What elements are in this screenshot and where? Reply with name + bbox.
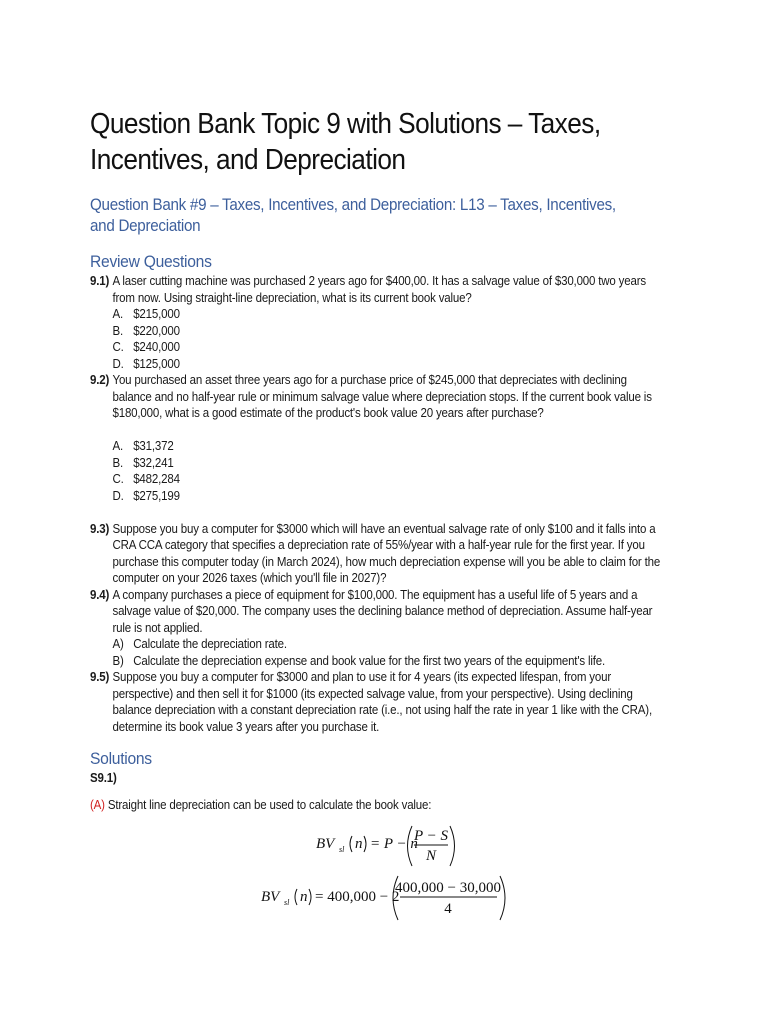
option-label: A): [112, 636, 124, 651]
eq-subscript: sl: [339, 845, 345, 854]
option-label: B): [112, 652, 124, 668]
question-9-4: [90, 587, 666, 637]
equation-straight-line-general: [300, 820, 480, 868]
option-item: [90, 356, 666, 373]
question-9-3: [90, 521, 666, 587]
solution-number: S9.1): [90, 770, 117, 785]
solution-9-1-label: [90, 770, 666, 787]
option-item: [90, 306, 666, 323]
question-9-5: [90, 669, 666, 735]
option-item: [90, 653, 666, 670]
option-item: [90, 455, 666, 472]
solution-9-1-text: [90, 797, 666, 814]
spacer: [90, 504, 666, 521]
answer-letter: (A): [90, 797, 105, 812]
option-label: C.: [112, 339, 124, 354]
option-text: Calculate the depreciation expense and book value for the first two years of the equipment's life.: [133, 652, 605, 668]
eq-bv: BV: [261, 889, 280, 905]
question-number: 9.1): [90, 273, 110, 288]
question-9-1: [90, 273, 666, 306]
question-text: A company purchases a piece of equipment for $100,000. The equipment has a useful life of 5 years and a salvage value of $20,000. The company uses the declining balance method of depreciation. Assume half-year rule is not applied.: [112, 586, 653, 635]
option-item: [90, 488, 666, 505]
option-label: C.: [112, 471, 124, 486]
option-label: D.: [112, 487, 124, 503]
option-text: $482,284: [133, 471, 180, 486]
option-item: [90, 471, 666, 488]
option-text: $275,199: [133, 487, 180, 503]
eq-n: n: [355, 836, 363, 852]
eq-subscript: sl: [284, 898, 290, 907]
option-text: Calculate the depreciation rate.: [133, 636, 287, 651]
question-number: 9.2): [90, 372, 110, 387]
eq-denominator: 4: [444, 901, 452, 917]
paren-left: [295, 889, 297, 905]
solutions-heading: Solutions: [90, 749, 152, 768]
eq-n: n: [300, 889, 308, 905]
option-text: $31,372: [133, 438, 174, 453]
equation-straight-line-values: [245, 872, 525, 922]
option-label: A.: [112, 438, 124, 453]
option-item: [90, 636, 666, 653]
option-text: $125,000: [133, 355, 180, 371]
option-text: $240,000: [133, 339, 180, 354]
paren-right: [309, 889, 311, 905]
eq-rhs: = P − n: [370, 836, 418, 852]
option-item: [90, 438, 666, 455]
eq-denominator: N: [425, 848, 437, 864]
review-questions: [90, 273, 666, 735]
eq-numerator: 400,000 − 30,000: [395, 880, 501, 896]
review-questions-heading: Review Questions: [90, 252, 212, 271]
option-text: $215,000: [133, 306, 180, 321]
option-label: A.: [112, 306, 124, 321]
question-text: You purchased an asset three years ago for a purchase price of $245,000 that depreciates with declining balance and no half-year rule or minimum salvage value where depreciation stops. If the current book value is $180,000, what is a good estimate of the product's book value 20 years after purchase?: [112, 372, 652, 420]
option-text: $32,241: [133, 454, 174, 470]
question-number: 9.4): [90, 586, 110, 602]
question-number: 9.3): [90, 520, 110, 536]
question-text: Suppose you buy a computer for $3000 and plan to use it for 4 years (its expected lifespan, from your perspective) and then sell it for $1000 (its expected salvage value, from your perspective). Using declining balance depreciation with a constant depreciation rate (i.e., not using half the rate in year 1 like with the CRA), determine its book value 3 years after you purchase it.: [112, 669, 652, 734]
paren-right: [364, 836, 366, 852]
page-subtitle: Question Bank #9 – Taxes, Incentives, and Depreciation: L13 – Taxes, Incentives, and Depreciation: [90, 196, 616, 235]
option-item: [90, 323, 666, 340]
solution-text: Straight line depreciation can be used to calculate the book value:: [104, 797, 432, 812]
eq-rhs: = 400,000 − 2: [315, 889, 400, 905]
question-number: 9.5): [90, 669, 110, 684]
option-label: B.: [112, 454, 124, 470]
eq-bv: BV: [316, 836, 335, 852]
paren-left: [350, 836, 352, 852]
question-9-2: [90, 372, 666, 422]
option-label: D.: [112, 355, 124, 371]
eq-numerator: P − S: [413, 828, 449, 844]
question-text: A laser cutting machine was purchased 2 years ago for $400,00. It has a salvage value of $30,000 two years from now. Using straight-line depreciation, what is its current book value?: [112, 273, 646, 305]
option-item: [90, 339, 666, 356]
page-title: Question Bank Topic 9 with Solutions – Taxes, Incentives, and Depreciation: [90, 108, 601, 176]
big-paren-right: [450, 826, 455, 866]
spacer: [90, 422, 666, 439]
option-text: $220,000: [133, 322, 180, 338]
question-text: Suppose you buy a computer for $3000 which will have an eventual salvage rate of only $100 and it falls into a CRA CCA category that specifies a depreciation rate of 55%/year with a half-year rule for the first year. If you purchase this computer today (in March 2024), how much depreciation expense will you be able to claim for the computer on your 2026 taxes (which you'll file in 2027)?: [112, 520, 661, 585]
option-label: B.: [112, 322, 124, 338]
